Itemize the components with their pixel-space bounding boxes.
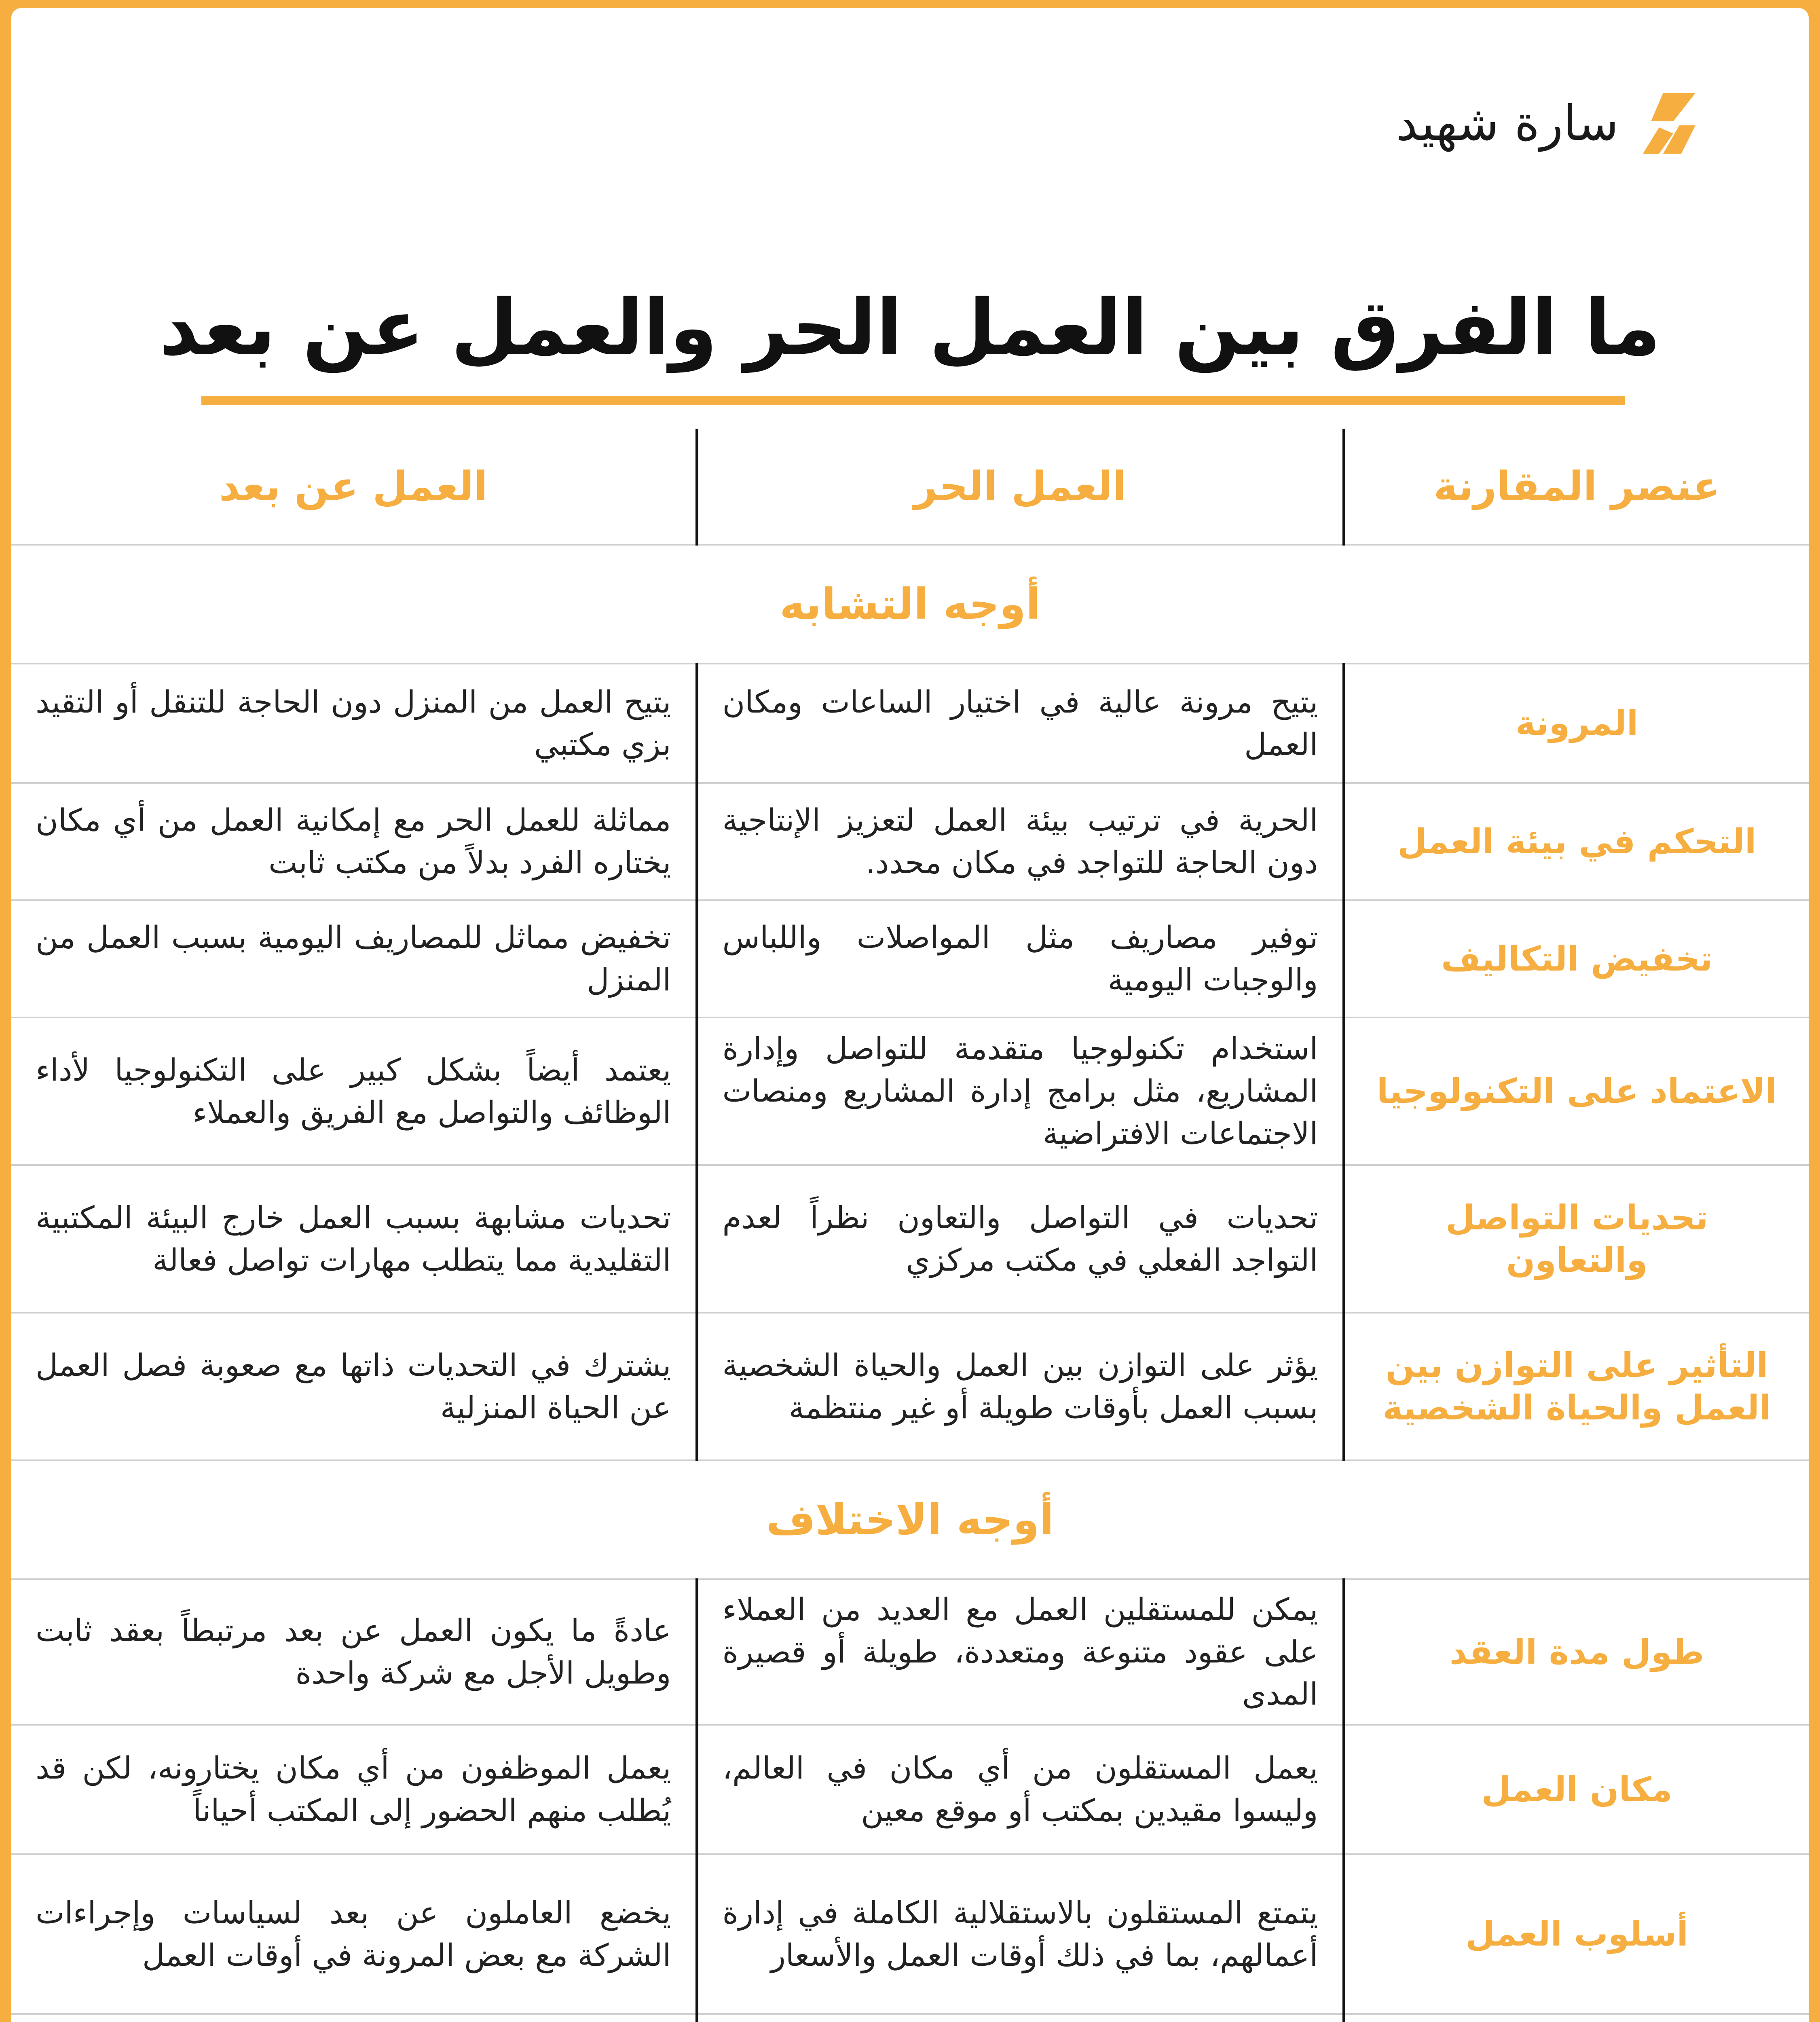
table-row [11,1579,1809,1725]
remote-cell: تحديات مشابهة بسبب العمل خارج البيئة المكتبية التقليدية مما يتطلب مهارات تواصل فعالة [11,1165,697,1313]
table-row [11,1313,1809,1460]
table-row [11,1165,1809,1313]
remote-cell: يخضع العاملون عن بعد لسياسات وإجراءات الشركة مع بعض المرونة في أوقات العمل [11,1854,697,2014]
freelance-cell: يمكن للمستقلين العمل مع العديد من العملاء على عقود متنوعة ومتعددة، طويلة أو قصيرة المدى [697,1579,1344,1725]
brand-logo [1396,89,1712,158]
table-row [11,783,1809,900]
remote-cell: يشترك في التحديات ذاتها مع صعوبة فصل العمل عن الحياة المنزلية [11,1313,697,1460]
aspect-cell: الاعتماد على التكنولوجيا [1344,1017,1809,1165]
remote-cell: مماثلة للعمل الحر مع إمكانية العمل من أي مكان يختاره الفرد بدلاً من مكتب ثابت [11,783,697,900]
table-row [11,1854,1809,2014]
column-header-freelance: العمل الحر [697,429,1344,545]
table-row [11,1725,1809,1854]
remote-cell: يتيح العمل من المنزل دون الحاجة للتنقل أو التقيد بزي مكتبي [11,664,697,783]
infographic-card [11,8,1809,2022]
freelance-cell: الحرية في ترتيب بيئة العمل لتعزيز الإنتاجية دون الحاجة للتواجد في مكان محدد. [697,783,1344,900]
aspect-cell: المرونة [1344,664,1809,783]
remote-cell [11,2014,697,2022]
title-underline [201,396,1625,405]
remote-cell: تخفيض مماثل للمصاريف اليومية بسبب العمل من المنزل [11,900,697,1017]
section-heading-row [11,545,1809,664]
freelance-cell: يؤثر على التوازن بين العمل والحياة الشخصية بسبب العمل بأوقات طويلة أو غير منتظمة [697,1313,1344,1460]
aspect-cell: التأثير على التوازن بين العمل والحياة الشخصية [1344,1313,1809,1460]
section-heading: أوجه التشابه [11,545,1809,664]
freelance-cell: يتمتع المستقلون بالاستقلالية الكاملة في إدارة أعمالهم، بما في ذلك أوقات العمل والأسعار [697,1854,1344,2014]
section-heading: أوجه الاختلاف [11,1460,1809,1579]
brand-name: سارة شهيد [1395,95,1619,152]
remote-cell: يعمل الموظفون من أي مكان يختارونه، لكن قد يُطلب منهم الحضور إلى المكتب أحياناً [11,1725,697,1854]
page-title: ما الفرق بين العمل الحر والعمل عن بعد [159,283,1661,372]
comparison-table [11,429,1809,2022]
remote-cell: عادةً ما يكون العمل عن بعد مرتبطاً بعقد ثابت وطويل الأجل مع شركة واحدة [11,1579,697,1725]
column-header-remote: العمل عن بعد [11,429,697,545]
table-row [11,2014,1809,2022]
freelance-cell [697,2014,1344,2022]
aspect-cell: طول مدة العقد [1344,1579,1809,1725]
aspect-cell: أسلوب العمل [1344,1854,1809,2014]
table-row [11,664,1809,783]
section-heading-row [11,1460,1809,1579]
table-header-row [11,429,1809,545]
column-header-aspect: عنصر المقارنة [1344,429,1809,545]
aspect-cell: مكان العمل [1344,1725,1809,1854]
aspect-cell: التحكم في بيئة العمل [1344,783,1809,900]
freelance-cell: يعمل المستقلون من أي مكان في العالم، وليسوا مقيدين بمكتب أو موقع معين [697,1725,1344,1854]
brand-mark-icon [1635,89,1712,158]
remote-cell: يعتمد أيضاً بشكل كبير على التكنولوجيا لأداء الوظائف والتواصل مع الفريق والعملاء [11,1017,697,1165]
aspect-cell [1344,2014,1809,2022]
table-row [11,1017,1809,1165]
table-row [11,900,1809,1017]
freelance-cell: تحديات في التواصل والتعاون نظراً لعدم التواجد الفعلي في مكتب مركزي [697,1165,1344,1313]
freelance-cell: يتيح مرونة عالية في اختيار الساعات ومكان العمل [697,664,1344,783]
freelance-cell: توفير مصاريف مثل المواصلات واللباس والوجبات اليومية [697,900,1344,1017]
aspect-cell: تحديات التواصل والتعاون [1344,1165,1809,1313]
freelance-cell: استخدام تكنولوجيا متقدمة للتواصل وإدارة المشاريع، مثل برامج إدارة المشاريع ومنصات الاجتماعات الافتراضية [697,1017,1344,1165]
aspect-cell: تخفيض التكاليف [1344,900,1809,1017]
